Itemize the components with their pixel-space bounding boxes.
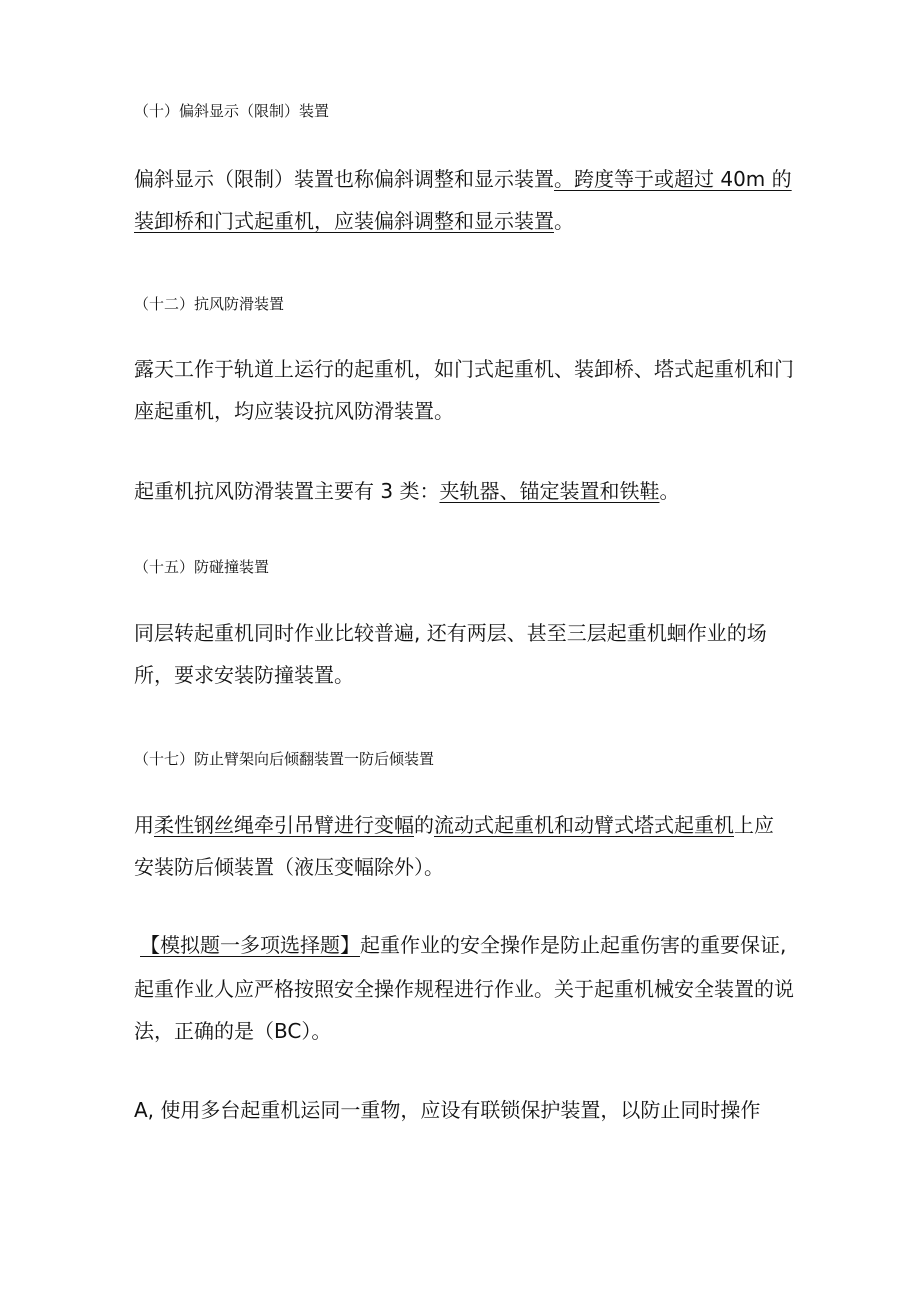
text-run: 用: [134, 813, 154, 837]
practice-question-continued: [134, 968, 804, 1052]
paragraph-line: [134, 470, 804, 512]
section-17-paragraph: [134, 804, 804, 888]
text-run: 偏斜显示（限制）装置也称偏斜调整和显示装置: [134, 167, 554, 191]
paragraph-line: 法，正确的是（BC）。: [134, 1019, 332, 1043]
section-12-paragraph-1: [134, 348, 804, 432]
paragraph-line: [134, 200, 804, 242]
text-run: 起重机抗风防滑装置主要有 3 类：: [134, 479, 440, 503]
paragraph-line: A, 使用多台起重机运同一重物，应设有联锁保护装置，以防止同时操作: [134, 1098, 761, 1122]
paragraph-line: 同层转起重机同时作业比较普遍, 还有两层、甚至三层起重机蛔作业的场: [134, 621, 767, 645]
paragraph-line: [134, 804, 804, 846]
paragraph-line: 安装防后倾装置（液压变幅除外）。: [134, 855, 444, 879]
underlined-text: 夹轨器、锚定装置和铁鞋: [439, 479, 660, 503]
section-10-paragraph: [134, 158, 804, 242]
underlined-text: 。跨度等于或超过 40m 的: [554, 167, 792, 191]
text-run: 。: [554, 209, 574, 233]
question-tag: 【模拟题一多项选择题】: [140, 933, 360, 957]
paragraph-line: [134, 158, 804, 200]
paragraph-line: 露天工作于轨道上运行的起重机，如门式起重机、装卸桥、塔式起重机和门: [134, 357, 794, 381]
paragraph-line: [140, 924, 810, 966]
paragraph-line: 所，要求安装防撞装置。: [134, 663, 354, 687]
paragraph-line: 座起重机，均应装设抗风防滑装置。: [134, 399, 454, 423]
section-heading-12: （十二）抗风防滑装置: [134, 295, 285, 313]
text-run: 起重作业的安全操作是防止起重伤害的重要保证,: [360, 933, 787, 957]
section-heading-17: （十七）防止臂架向后倾翻装置一防后倾装置: [134, 750, 435, 768]
section-heading-15: （十五）防碰撞装置: [134, 558, 270, 576]
text-run: 。: [659, 479, 680, 503]
underlined-text: 流动式起重机和动臂式塔式起重机: [434, 813, 734, 837]
paragraph-line: 起重作业人应严格按照安全操作规程进行作业。关于起重机械安全装置的说: [134, 977, 794, 1001]
text-run: 上应: [734, 813, 774, 837]
section-15-paragraph: [134, 612, 804, 696]
section-12-paragraph-2: [134, 470, 804, 512]
text-run: 的: [414, 813, 434, 837]
practice-question: [140, 924, 810, 966]
underlined-text: 装卸桥和门式起重机，应装偏斜调整和显示装置: [134, 209, 554, 233]
underlined-text: 柔性钢丝绳牵引吊臂进行变幅: [154, 813, 414, 837]
answer-option-a: [134, 1089, 804, 1131]
section-heading-10: （十）偏斜显示（限制）装置: [134, 102, 330, 120]
